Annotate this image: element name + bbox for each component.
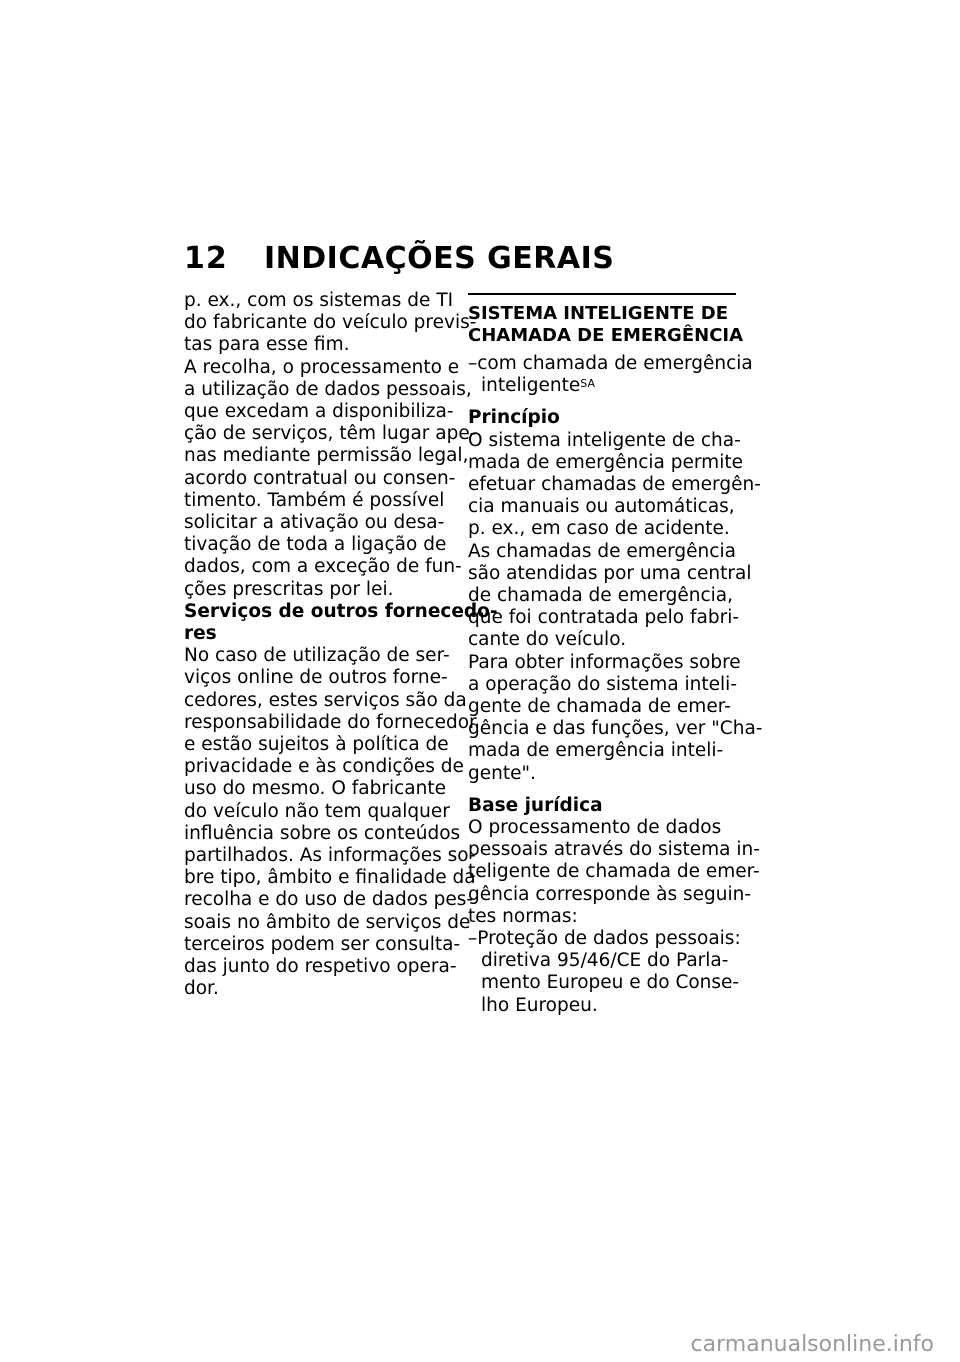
intro-paragraph — [184, 290, 477, 601]
text-line: viços online de outros forne- — [184, 667, 448, 689]
subheading-principio: Princípio — [468, 407, 560, 429]
legal-bullet — [468, 928, 740, 1017]
subheading-servicos — [184, 600, 498, 645]
text-line: Para obter informações sobre — [468, 651, 741, 673]
text-line: recolha e do uso de dados pes- — [184, 889, 474, 911]
servicos-paragraph — [184, 645, 477, 1000]
section-heading — [468, 303, 744, 347]
section-heading-line: SISTEMA INTELIGENTE DE — [468, 303, 729, 324]
text-line: teligente de chamada de emer- — [468, 861, 760, 883]
text-line: A recolha, o processamento e — [184, 356, 460, 378]
text-line: No caso de utilização de ser- — [184, 645, 450, 667]
text-line: cante do veículo. — [468, 629, 627, 651]
text-line: nas mediante permissão legal, — [184, 445, 469, 467]
bullet-line — [468, 375, 740, 397]
text-line: cedores, estes serviços são da — [184, 689, 467, 711]
text-line: terceiros podem ser consulta- — [184, 933, 461, 955]
subheading-base-juridica: Base jurídica — [468, 794, 603, 816]
bullet-line: diretiva 95/46/CE do Parla- — [481, 950, 729, 972]
bullet-line: lho Europeu. — [481, 994, 598, 1016]
text-line: das junto do respetivo opera- — [184, 956, 457, 978]
text-line: gência e das funções, ver "Cha- — [468, 718, 763, 740]
text-line: ções prescritas por lei. — [184, 578, 394, 600]
bullet-line: mento Europeu e do Conse- — [481, 972, 740, 994]
subheading-line: Serviços de outros fornecedo- — [184, 600, 498, 622]
text-line: acordo contratual ou consen- — [184, 467, 456, 489]
page-number: 12 — [184, 241, 228, 276]
text-line: bre tipo, âmbito e finalidade da — [184, 867, 476, 889]
text-line: que excedam a disponibiliza- — [184, 401, 454, 423]
text-line: responsabilidade do fornecedor — [184, 711, 477, 733]
left-column — [184, 290, 498, 1001]
text-line: ção de serviços, têm lugar ape- — [184, 423, 477, 445]
text-line: p. ex., em caso de acidente. — [468, 518, 730, 540]
principio-section — [468, 407, 763, 784]
text-line: do fabricante do veículo previs- — [184, 312, 477, 334]
text-line: timento. Também é possível — [184, 489, 445, 511]
text-line: e estão sujeitos à política de — [184, 734, 449, 756]
section-rule — [468, 293, 736, 295]
page-title: INDICAÇÕES GERAIS — [264, 241, 615, 276]
watermark: carmanualsonline.info — [690, 1332, 934, 1357]
text-line: que foi contratada pelo fabri- — [468, 607, 740, 629]
text-line: a utilização de dados pessoais, — [184, 378, 472, 400]
text-line: tivação de toda a ligação de — [184, 534, 447, 556]
section-heading-line: CHAMADA DE EMERGÊNCIA — [468, 325, 744, 346]
text-line: privacidade e às condições de — [184, 756, 464, 778]
spacer — [468, 785, 740, 795]
text-line: efetuar chamadas de emergên- — [468, 474, 761, 496]
text-line: partilhados. As informações so- — [184, 845, 476, 867]
text-line: do veículo não tem qualquer — [184, 800, 450, 822]
text-line: O processamento de dados — [468, 817, 722, 839]
text-line: pessoais através do sistema in- — [468, 839, 760, 861]
text-line: uso do mesmo. O fabricante — [184, 778, 446, 800]
text-line: dados, com a exceção de fun- — [184, 556, 462, 578]
text-line: gente". — [468, 762, 536, 784]
text-line: gente de chamada de emer- — [468, 696, 731, 718]
text-line: mada de emergência inteli- — [468, 740, 724, 762]
bullet-line: –Proteção de dados pessoais: — [468, 928, 741, 950]
text-line: p. ex., com os sistemas de TI — [184, 290, 454, 311]
availability-bullet — [468, 353, 753, 397]
spacer — [468, 397, 740, 407]
option-superscript: SA — [580, 377, 595, 391]
text-line: solicitar a ativação ou desa- — [184, 512, 445, 534]
bullet-line: –com chamada de emergência — [468, 353, 753, 374]
text-line: dor. — [184, 978, 219, 1000]
text-line: As chamadas de emergência — [468, 540, 736, 562]
right-column — [468, 290, 763, 1017]
text-line: a operação do sistema inteli- — [468, 673, 737, 695]
text-line: O sistema inteligente de cha- — [468, 429, 741, 451]
text-line: de chamada de emergência, — [468, 585, 734, 607]
text-line: gência corresponde às seguin- — [468, 883, 752, 905]
text-line: influência sobre os conteúdos — [184, 822, 461, 844]
text-line: são atendidas por uma central — [468, 562, 752, 584]
subheading-line: res — [184, 623, 217, 645]
text-line: cia manuais ou automáticas, — [468, 496, 735, 518]
text-line: tas para esse fim. — [184, 334, 350, 356]
text-line: mada de emergência permite — [468, 451, 743, 473]
text-line: soais no âmbito de serviços de — [184, 911, 471, 933]
bullet-text: inteligente — [481, 375, 581, 397]
base-juridica-section — [468, 794, 760, 1017]
text-line: tes normas: — [468, 905, 578, 927]
